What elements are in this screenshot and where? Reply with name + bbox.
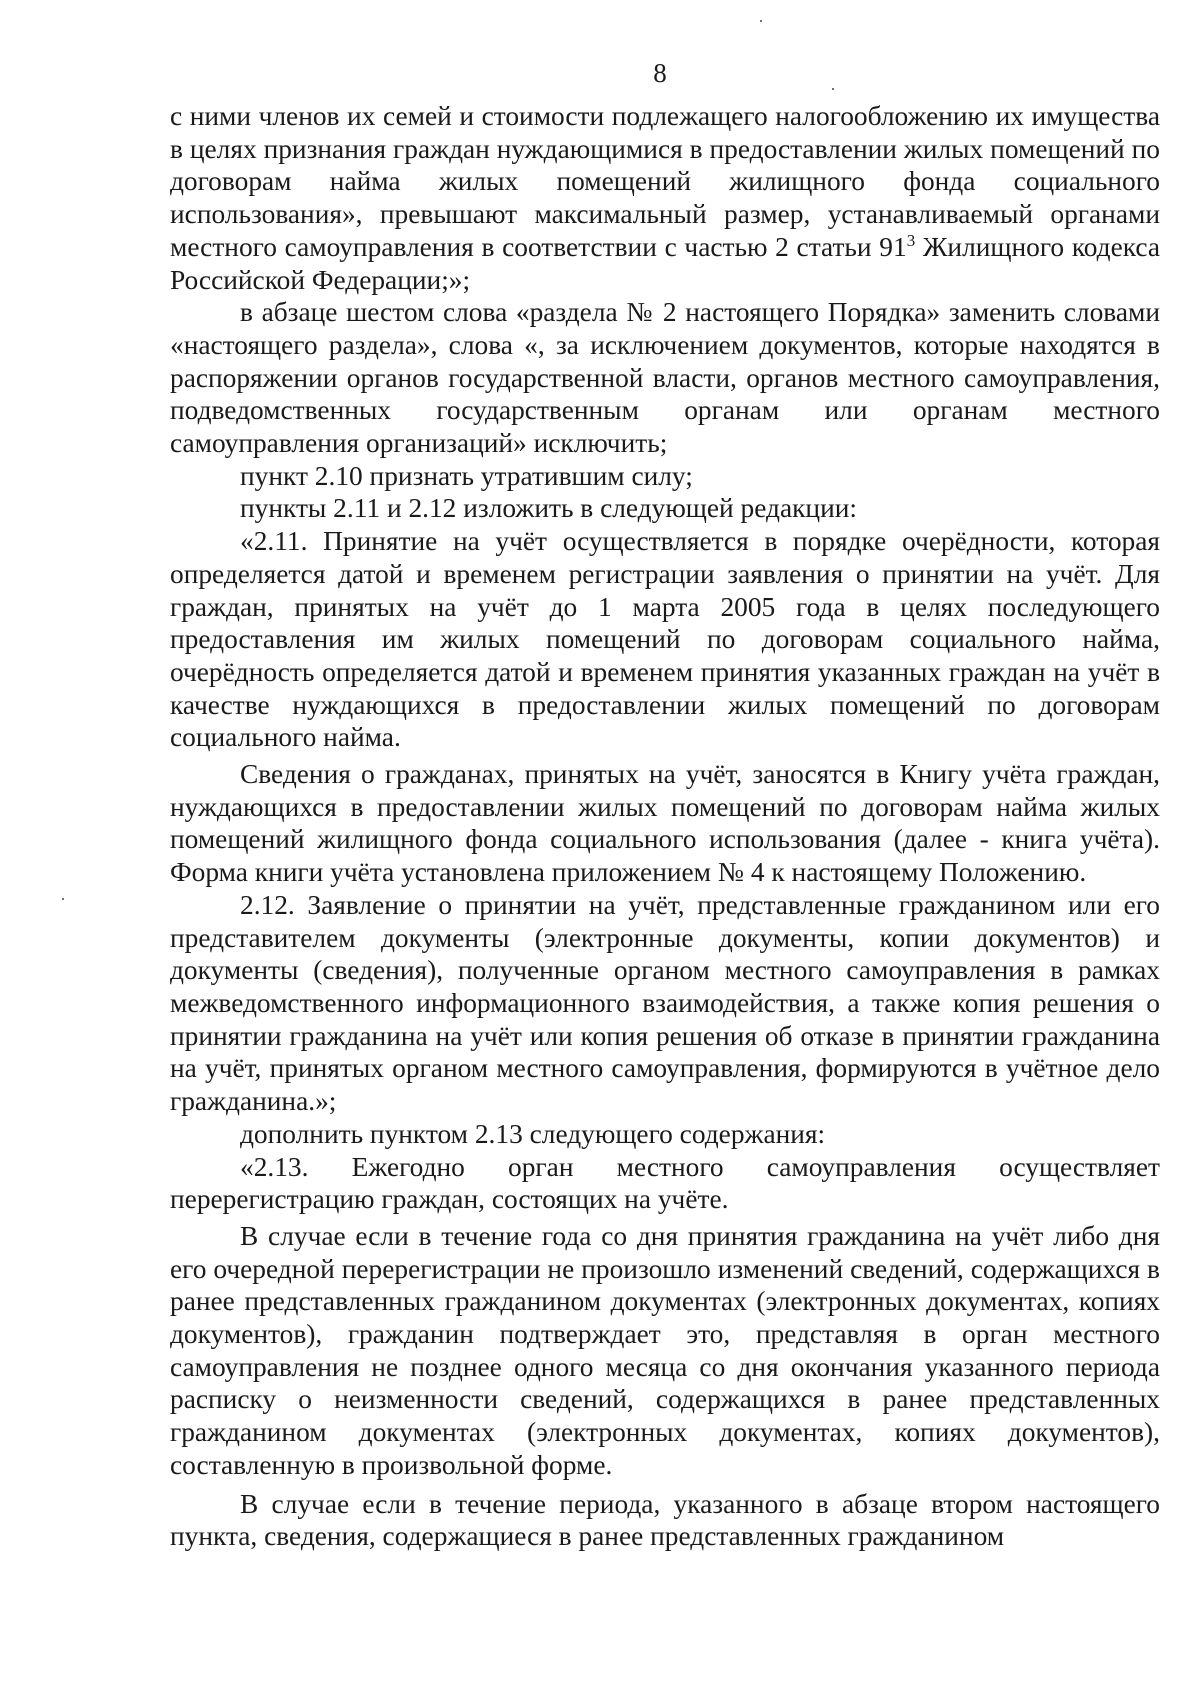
- page-number: 8: [653, 58, 667, 88]
- scan-speck: [832, 88, 834, 90]
- paragraph: В случае если в течение года со дня принятия гражданина на учёт либо дня его очередной перерегистрации не произошло изменений сведений, содержащихся в ранее представленных гражданином документах (электронных документах, копиях документов), гражданин подтверждает это, представляя в орган местного самоуправления не позднее одного месяца со дня окончания указанного периода расписку о неизменности сведений, содержащихся в ранее представленных гражданином документах (электронных документах, копиях документов), составленную в произвольной форме.: [170, 1220, 1160, 1480]
- paragraph: «2.11. Принятие на учёт осуществляется в порядке очерёдности, которая определяется датой и временем регистрации заявления о принятии на учёт. Для граждан, принятых на учёт до 1 марта 2005 года в целях последующего предоставления им жилых помещений по договорам социального найма, очерёдность определяется датой и временем принятия указанных граждан на учёт в качестве нуждающихся в предоставлении жилых помещений по договорам социального найма.: [170, 526, 1160, 753]
- paragraph: В случае если в течение периода, указанного в абзаце втором настоящего пункта, сведения, содержащиеся в ранее представленных гражданином: [170, 1488, 1160, 1552]
- superscript: 3: [906, 230, 916, 250]
- scan-speck: [760, 20, 762, 22]
- document-body: [170, 100, 1160, 1553]
- paragraph-text: Жилищного кодекса Российской Федерации;»;: [170, 231, 1161, 295]
- scan-speck: [62, 898, 64, 900]
- paragraph: [170, 100, 1160, 296]
- paragraph: пункт 2.10 признать утратившим силу;: [240, 460, 693, 491]
- paragraph: в абзаце шестом слова «раздела № 2 настоящего Порядка» заменить словами «настоящего раздела», слова «, за исключением документов, которые находятся в распоряжении органов государственной власти, органов местного самоуправления, подведомственных государственным органам или органам местного самоуправления организаций» исключить;: [170, 297, 1160, 459]
- paragraph: 2.12. Заявление о принятии на учёт, представленные гражданином или его представителем документы (электронные документы, копии документов) и документы (сведения), полученные органом местного самоуправления в рамках межведомственного информационного взаимодействия, а также копия решения о принятии гражданина на учёт или копия решения об отказе в принятии гражданина на учёт, принятых органом местного самоуправления, формируются в учётное дело гражданина.»;: [170, 889, 1160, 1117]
- paragraph: дополнить пунктом 2.13 следующего содержания:: [240, 1118, 826, 1149]
- paragraph: пункты 2.11 и 2.12 изложить в следующей редакции:: [240, 493, 858, 524]
- paragraph-text: с ними членов их семей и стоимости подлежащего налогообложению их имущества в целях признания граждан нуждающимися в предоставлении жилых помещений по договорам найма жилых помещений жилищного фонда социального использования», превышают максимальный размер, устанавливаемый органами местного самоуправления в соответствии с частью 2 статьи 91: [170, 101, 1160, 262]
- paragraph: «2.13. Ежегодно орган местного самоуправления осуществляет перерегистрацию граждан, состоящих на учёте.: [170, 1151, 1160, 1215]
- paragraph: Сведения о гражданах, принятых на учёт, заносятся в Книгу учёта граждан, нуждающихся в предоставлении жилых помещений по договорам найма жилых помещений жилищного фонда социального использования (далее - книга учёта). Форма книги учёта установлена приложением № 4 к настоящему Положению.: [170, 759, 1160, 888]
